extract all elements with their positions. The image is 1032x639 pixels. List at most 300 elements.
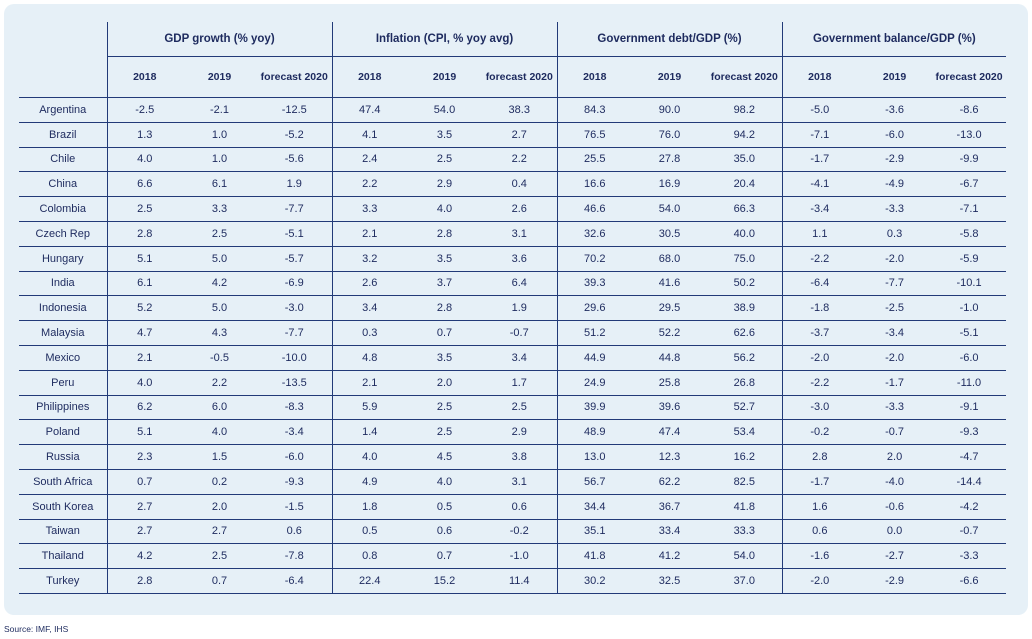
table-cell: 54.0 bbox=[632, 197, 707, 222]
table-cell: 47.4 bbox=[632, 420, 707, 445]
table-row bbox=[19, 544, 1006, 569]
year-header: forecast 2020 bbox=[482, 57, 557, 98]
country-name: Chile bbox=[19, 147, 107, 172]
table-cell: -0.7 bbox=[482, 321, 557, 346]
table-cell: 32.6 bbox=[557, 221, 632, 246]
table-cell: 2.8 bbox=[107, 569, 182, 594]
table-cell: 6.6 bbox=[107, 172, 182, 197]
table-row bbox=[19, 395, 1006, 420]
table-cell: 0.5 bbox=[407, 494, 482, 519]
table-cell: 6.2 bbox=[107, 395, 182, 420]
table-cell: -2.1 bbox=[182, 98, 257, 123]
table-cell: 76.0 bbox=[632, 122, 707, 147]
table-cell: 6.4 bbox=[482, 271, 557, 296]
country-name: Colombia bbox=[19, 197, 107, 222]
table-cell: 44.9 bbox=[557, 345, 632, 370]
table-cell: -5.6 bbox=[257, 147, 332, 172]
country-name: Taiwan bbox=[19, 519, 107, 544]
table-cell: -2.0 bbox=[782, 569, 857, 594]
table-cell: -2.9 bbox=[857, 569, 932, 594]
table-cell: 26.8 bbox=[707, 370, 782, 395]
table-cell: 4.0 bbox=[182, 420, 257, 445]
table-cell: 38.9 bbox=[707, 296, 782, 321]
table-cell: 1.8 bbox=[332, 494, 407, 519]
group-header-balance: Government balance/GDP (%) bbox=[782, 22, 1006, 57]
table-cell: 0.8 bbox=[332, 544, 407, 569]
table-cell: -1.7 bbox=[782, 147, 857, 172]
year-header: 2019 bbox=[407, 57, 482, 98]
table-cell: 52.7 bbox=[707, 395, 782, 420]
table-cell: 3.4 bbox=[332, 296, 407, 321]
table-cell: 2.3 bbox=[107, 445, 182, 470]
table-cell: 34.4 bbox=[557, 494, 632, 519]
table-cell: 2.2 bbox=[332, 172, 407, 197]
table-cell: 54.0 bbox=[707, 544, 782, 569]
country-name: Malaysia bbox=[19, 321, 107, 346]
table-cell: 36.7 bbox=[632, 494, 707, 519]
table-cell: 90.0 bbox=[632, 98, 707, 123]
table-cell: 82.5 bbox=[707, 469, 782, 494]
table-cell: 25.5 bbox=[557, 147, 632, 172]
table-cell: -8.6 bbox=[932, 98, 1006, 123]
table-cell: 30.2 bbox=[557, 569, 632, 594]
table-cell: -0.6 bbox=[857, 494, 932, 519]
table-cell: -7.7 bbox=[257, 321, 332, 346]
table-cell: -14.4 bbox=[932, 469, 1006, 494]
table-cell: -2.0 bbox=[782, 345, 857, 370]
table-cell: 2.7 bbox=[182, 519, 257, 544]
table-cell: 1.6 bbox=[782, 494, 857, 519]
table-cell: 4.0 bbox=[332, 445, 407, 470]
table-cell: -6.0 bbox=[932, 345, 1006, 370]
table-row bbox=[19, 469, 1006, 494]
table-cell: 35.0 bbox=[707, 147, 782, 172]
table-cell: -4.0 bbox=[857, 469, 932, 494]
table-cell: 3.1 bbox=[482, 221, 557, 246]
table-cell: 12.3 bbox=[632, 445, 707, 470]
table-cell: -9.1 bbox=[932, 395, 1006, 420]
table-row bbox=[19, 221, 1006, 246]
table-cell: 24.9 bbox=[557, 370, 632, 395]
table-row bbox=[19, 147, 1006, 172]
table-cell: -1.7 bbox=[857, 370, 932, 395]
table-cell: 5.0 bbox=[182, 296, 257, 321]
table-cell: 3.5 bbox=[407, 345, 482, 370]
table-cell: -1.6 bbox=[782, 544, 857, 569]
table-cell: 2.5 bbox=[407, 147, 482, 172]
country-name: Poland bbox=[19, 420, 107, 445]
table-cell: 29.5 bbox=[632, 296, 707, 321]
table-panel bbox=[4, 4, 1028, 615]
table-cell: 1.9 bbox=[257, 172, 332, 197]
table-cell: -6.0 bbox=[257, 445, 332, 470]
table-row bbox=[19, 122, 1006, 147]
table-cell: 0.3 bbox=[332, 321, 407, 346]
table-cell: 2.2 bbox=[182, 370, 257, 395]
table-cell: -9.3 bbox=[257, 469, 332, 494]
table-cell: -13.0 bbox=[932, 122, 1006, 147]
group-header-debt: Government debt/GDP (%) bbox=[557, 22, 782, 57]
table-cell: 1.3 bbox=[107, 122, 182, 147]
table-cell: 1.4 bbox=[332, 420, 407, 445]
table-cell: -2.2 bbox=[782, 370, 857, 395]
table-cell: -4.1 bbox=[782, 172, 857, 197]
table-cell: 39.3 bbox=[557, 271, 632, 296]
table-cell: 46.6 bbox=[557, 197, 632, 222]
table-cell: 0.7 bbox=[407, 544, 482, 569]
year-header: forecast 2020 bbox=[707, 57, 782, 98]
table-cell: -3.3 bbox=[857, 395, 932, 420]
group-header-gdp: GDP growth (% yoy) bbox=[107, 22, 332, 57]
table-cell: -7.1 bbox=[932, 197, 1006, 222]
table-cell: 4.8 bbox=[332, 345, 407, 370]
table-cell: -5.9 bbox=[932, 246, 1006, 271]
table-cell: 0.4 bbox=[482, 172, 557, 197]
country-name: Czech Rep bbox=[19, 221, 107, 246]
table-cell: 29.6 bbox=[557, 296, 632, 321]
year-header-row bbox=[19, 57, 1006, 98]
table-cell: 3.3 bbox=[182, 197, 257, 222]
table-cell: 48.9 bbox=[557, 420, 632, 445]
table-row bbox=[19, 519, 1006, 544]
table-cell: -1.0 bbox=[482, 544, 557, 569]
table-row bbox=[19, 246, 1006, 271]
table-cell: 25.8 bbox=[632, 370, 707, 395]
table-cell: 4.7 bbox=[107, 321, 182, 346]
table-cell: -6.6 bbox=[932, 569, 1006, 594]
country-name: Peru bbox=[19, 370, 107, 395]
table-cell: -2.0 bbox=[857, 246, 932, 271]
table-cell: -5.7 bbox=[257, 246, 332, 271]
table-cell: -2.5 bbox=[857, 296, 932, 321]
table-cell: -0.5 bbox=[182, 345, 257, 370]
table-cell: 2.7 bbox=[107, 519, 182, 544]
table-cell: -6.4 bbox=[782, 271, 857, 296]
table-cell: 2.0 bbox=[182, 494, 257, 519]
table-cell: 0.7 bbox=[407, 321, 482, 346]
table-cell: -3.6 bbox=[857, 98, 932, 123]
table-cell: 20.4 bbox=[707, 172, 782, 197]
table-cell: 2.5 bbox=[407, 395, 482, 420]
table-cell: 1.7 bbox=[482, 370, 557, 395]
table-cell: 76.5 bbox=[557, 122, 632, 147]
country-name: Russia bbox=[19, 445, 107, 470]
country-name: Indonesia bbox=[19, 296, 107, 321]
table-cell: 53.4 bbox=[707, 420, 782, 445]
table-row bbox=[19, 370, 1006, 395]
table-cell: -5.0 bbox=[782, 98, 857, 123]
table-cell: 0.0 bbox=[857, 519, 932, 544]
table-cell: 1.0 bbox=[182, 122, 257, 147]
table-cell: -9.9 bbox=[932, 147, 1006, 172]
table-cell: 2.5 bbox=[407, 420, 482, 445]
table-cell: 1.9 bbox=[482, 296, 557, 321]
country-name: Brazil bbox=[19, 122, 107, 147]
table-cell: 44.8 bbox=[632, 345, 707, 370]
table-cell: -1.5 bbox=[257, 494, 332, 519]
table-cell: 0.7 bbox=[107, 469, 182, 494]
table-cell: 2.0 bbox=[857, 445, 932, 470]
table-cell: -0.2 bbox=[482, 519, 557, 544]
table-cell: -9.3 bbox=[932, 420, 1006, 445]
table-cell: 2.9 bbox=[482, 420, 557, 445]
table-row bbox=[19, 296, 1006, 321]
table-cell: 1.1 bbox=[782, 221, 857, 246]
table-cell: 4.0 bbox=[407, 197, 482, 222]
table-row bbox=[19, 98, 1006, 123]
country-name: Philippines bbox=[19, 395, 107, 420]
table-cell: -3.0 bbox=[257, 296, 332, 321]
year-header: forecast 2020 bbox=[257, 57, 332, 98]
table-cell: -6.7 bbox=[932, 172, 1006, 197]
table-cell: 2.8 bbox=[407, 296, 482, 321]
table-cell: -10.1 bbox=[932, 271, 1006, 296]
table-cell: 4.3 bbox=[182, 321, 257, 346]
table-cell: -1.7 bbox=[782, 469, 857, 494]
table-cell: 4.0 bbox=[107, 147, 182, 172]
table-cell: 0.6 bbox=[782, 519, 857, 544]
year-header: 2018 bbox=[107, 57, 182, 98]
table-cell: -1.0 bbox=[932, 296, 1006, 321]
table-row bbox=[19, 271, 1006, 296]
table-cell: 37.0 bbox=[707, 569, 782, 594]
table-cell: -0.7 bbox=[857, 420, 932, 445]
table-cell: -6.0 bbox=[857, 122, 932, 147]
table-cell: 2.5 bbox=[182, 544, 257, 569]
table-cell: 4.5 bbox=[407, 445, 482, 470]
table-cell: -2.2 bbox=[782, 246, 857, 271]
table-body bbox=[19, 98, 1006, 594]
table-cell: -5.2 bbox=[257, 122, 332, 147]
table-cell: 33.4 bbox=[632, 519, 707, 544]
country-name: China bbox=[19, 172, 107, 197]
table-cell: 4.2 bbox=[182, 271, 257, 296]
table-cell: -12.5 bbox=[257, 98, 332, 123]
table-row bbox=[19, 569, 1006, 594]
data-table bbox=[19, 22, 1006, 594]
table-cell: 13.0 bbox=[557, 445, 632, 470]
table-cell: 2.9 bbox=[407, 172, 482, 197]
table-cell: 0.7 bbox=[182, 569, 257, 594]
table-cell: 4.2 bbox=[107, 544, 182, 569]
table-cell: 32.5 bbox=[632, 569, 707, 594]
table-cell: -1.8 bbox=[782, 296, 857, 321]
table-cell: 5.1 bbox=[107, 246, 182, 271]
table-cell: -3.4 bbox=[782, 197, 857, 222]
table-cell: 54.0 bbox=[407, 98, 482, 123]
year-header: 2018 bbox=[782, 57, 857, 98]
country-name: Thailand bbox=[19, 544, 107, 569]
table-cell: 5.2 bbox=[107, 296, 182, 321]
table-cell: 41.8 bbox=[707, 494, 782, 519]
table-cell: 4.0 bbox=[107, 370, 182, 395]
table-cell: 5.9 bbox=[332, 395, 407, 420]
table-cell: -6.4 bbox=[257, 569, 332, 594]
corner-cell bbox=[19, 22, 107, 98]
table-cell: -3.7 bbox=[782, 321, 857, 346]
table-cell: -10.0 bbox=[257, 345, 332, 370]
table-cell: -5.1 bbox=[257, 221, 332, 246]
table-cell: 2.5 bbox=[482, 395, 557, 420]
table-cell: 3.6 bbox=[482, 246, 557, 271]
table-cell: 6.1 bbox=[182, 172, 257, 197]
year-header: 2019 bbox=[632, 57, 707, 98]
table-cell: 38.3 bbox=[482, 98, 557, 123]
table-cell: 98.2 bbox=[707, 98, 782, 123]
table-cell: 70.2 bbox=[557, 246, 632, 271]
table-cell: 16.9 bbox=[632, 172, 707, 197]
table-cell: 22.4 bbox=[332, 569, 407, 594]
table-cell: 3.4 bbox=[482, 345, 557, 370]
table-cell: 66.3 bbox=[707, 197, 782, 222]
table-cell: 2.7 bbox=[482, 122, 557, 147]
table-row bbox=[19, 345, 1006, 370]
table-cell: 2.8 bbox=[407, 221, 482, 246]
table-cell: 0.5 bbox=[332, 519, 407, 544]
table-cell: -4.7 bbox=[932, 445, 1006, 470]
table-cell: 0.3 bbox=[857, 221, 932, 246]
table-cell: 3.2 bbox=[332, 246, 407, 271]
table-cell: -8.3 bbox=[257, 395, 332, 420]
table-cell: -3.4 bbox=[257, 420, 332, 445]
table-cell: 2.2 bbox=[482, 147, 557, 172]
table-cell: 39.9 bbox=[557, 395, 632, 420]
table-cell: 2.1 bbox=[107, 345, 182, 370]
table-cell: 4.0 bbox=[407, 469, 482, 494]
table-cell: -5.1 bbox=[932, 321, 1006, 346]
table-cell: -4.2 bbox=[932, 494, 1006, 519]
table-cell: 2.8 bbox=[107, 221, 182, 246]
table-cell: -7.7 bbox=[257, 197, 332, 222]
table-cell: 40.0 bbox=[707, 221, 782, 246]
table-cell: 6.0 bbox=[182, 395, 257, 420]
table-cell: 47.4 bbox=[332, 98, 407, 123]
table-row bbox=[19, 445, 1006, 470]
table-cell: -7.8 bbox=[257, 544, 332, 569]
year-header: 2019 bbox=[182, 57, 257, 98]
table-cell: 2.7 bbox=[107, 494, 182, 519]
table-cell: 27.8 bbox=[632, 147, 707, 172]
table-cell: -13.5 bbox=[257, 370, 332, 395]
table-cell: 3.3 bbox=[332, 197, 407, 222]
table-cell: 41.2 bbox=[632, 544, 707, 569]
table-cell: -3.4 bbox=[857, 321, 932, 346]
table-cell: 56.7 bbox=[557, 469, 632, 494]
table-cell: 52.2 bbox=[632, 321, 707, 346]
table-row bbox=[19, 420, 1006, 445]
year-header: 2018 bbox=[557, 57, 632, 98]
table-cell: -2.5 bbox=[107, 98, 182, 123]
table-cell: 15.2 bbox=[407, 569, 482, 594]
table-cell: -7.1 bbox=[782, 122, 857, 147]
table-row bbox=[19, 321, 1006, 346]
table-cell: 39.6 bbox=[632, 395, 707, 420]
table-cell: 0.6 bbox=[257, 519, 332, 544]
table-row bbox=[19, 172, 1006, 197]
table-cell: 11.4 bbox=[482, 569, 557, 594]
table-cell: 6.1 bbox=[107, 271, 182, 296]
table-cell: 84.3 bbox=[557, 98, 632, 123]
table-row bbox=[19, 494, 1006, 519]
table-cell: 33.3 bbox=[707, 519, 782, 544]
group-header-inflation: Inflation (CPI, % yoy avg) bbox=[332, 22, 557, 57]
country-name: South Africa bbox=[19, 469, 107, 494]
table-cell: 2.8 bbox=[782, 445, 857, 470]
table-cell: -3.3 bbox=[932, 544, 1006, 569]
table-cell: 3.7 bbox=[407, 271, 482, 296]
country-name: Turkey bbox=[19, 569, 107, 594]
table-cell: -0.2 bbox=[782, 420, 857, 445]
table-cell: -2.7 bbox=[857, 544, 932, 569]
table-cell: 3.1 bbox=[482, 469, 557, 494]
table-cell: 3.8 bbox=[482, 445, 557, 470]
table-cell: -2.0 bbox=[857, 345, 932, 370]
table-cell: 1.5 bbox=[182, 445, 257, 470]
country-name: India bbox=[19, 271, 107, 296]
table-cell: 41.8 bbox=[557, 544, 632, 569]
table-cell: -2.9 bbox=[857, 147, 932, 172]
table-cell: 2.4 bbox=[332, 147, 407, 172]
table-cell: 2.6 bbox=[332, 271, 407, 296]
table-cell: -4.9 bbox=[857, 172, 932, 197]
year-header: 2019 bbox=[857, 57, 932, 98]
table-cell: 0.6 bbox=[407, 519, 482, 544]
table-cell: 4.1 bbox=[332, 122, 407, 147]
table-cell: 16.6 bbox=[557, 172, 632, 197]
table-cell: 68.0 bbox=[632, 246, 707, 271]
country-name: Mexico bbox=[19, 345, 107, 370]
table-cell: 30.5 bbox=[632, 221, 707, 246]
table-cell: 94.2 bbox=[707, 122, 782, 147]
group-header-row bbox=[19, 22, 1006, 57]
table-cell: 62.6 bbox=[707, 321, 782, 346]
table-cell: -7.7 bbox=[857, 271, 932, 296]
source-note: Source: IMF, IHS bbox=[4, 624, 69, 634]
table-cell: 2.5 bbox=[107, 197, 182, 222]
table-cell: 5.0 bbox=[182, 246, 257, 271]
table-cell: 62.2 bbox=[632, 469, 707, 494]
table-cell: 16.2 bbox=[707, 445, 782, 470]
table-cell: 41.6 bbox=[632, 271, 707, 296]
table-cell: 2.6 bbox=[482, 197, 557, 222]
table-cell: 3.5 bbox=[407, 246, 482, 271]
table-cell: 3.5 bbox=[407, 122, 482, 147]
table-cell: 0.2 bbox=[182, 469, 257, 494]
table-cell: 56.2 bbox=[707, 345, 782, 370]
table-cell: 5.1 bbox=[107, 420, 182, 445]
country-name: Hungary bbox=[19, 246, 107, 271]
table-cell: 2.1 bbox=[332, 221, 407, 246]
table-cell: -6.9 bbox=[257, 271, 332, 296]
table-cell: -11.0 bbox=[932, 370, 1006, 395]
year-header: forecast 2020 bbox=[932, 57, 1006, 98]
table-cell: -3.3 bbox=[857, 197, 932, 222]
table-cell: 2.5 bbox=[182, 221, 257, 246]
table-cell: -0.7 bbox=[932, 519, 1006, 544]
table-cell: 75.0 bbox=[707, 246, 782, 271]
table-row bbox=[19, 197, 1006, 222]
table-cell: 0.6 bbox=[482, 494, 557, 519]
table-cell: 2.0 bbox=[407, 370, 482, 395]
table-cell: 1.0 bbox=[182, 147, 257, 172]
table-cell: 50.2 bbox=[707, 271, 782, 296]
table-cell: 51.2 bbox=[557, 321, 632, 346]
table-cell: -5.8 bbox=[932, 221, 1006, 246]
country-name: South Korea bbox=[19, 494, 107, 519]
table-cell: 35.1 bbox=[557, 519, 632, 544]
year-header: 2018 bbox=[332, 57, 407, 98]
table-cell: 2.1 bbox=[332, 370, 407, 395]
